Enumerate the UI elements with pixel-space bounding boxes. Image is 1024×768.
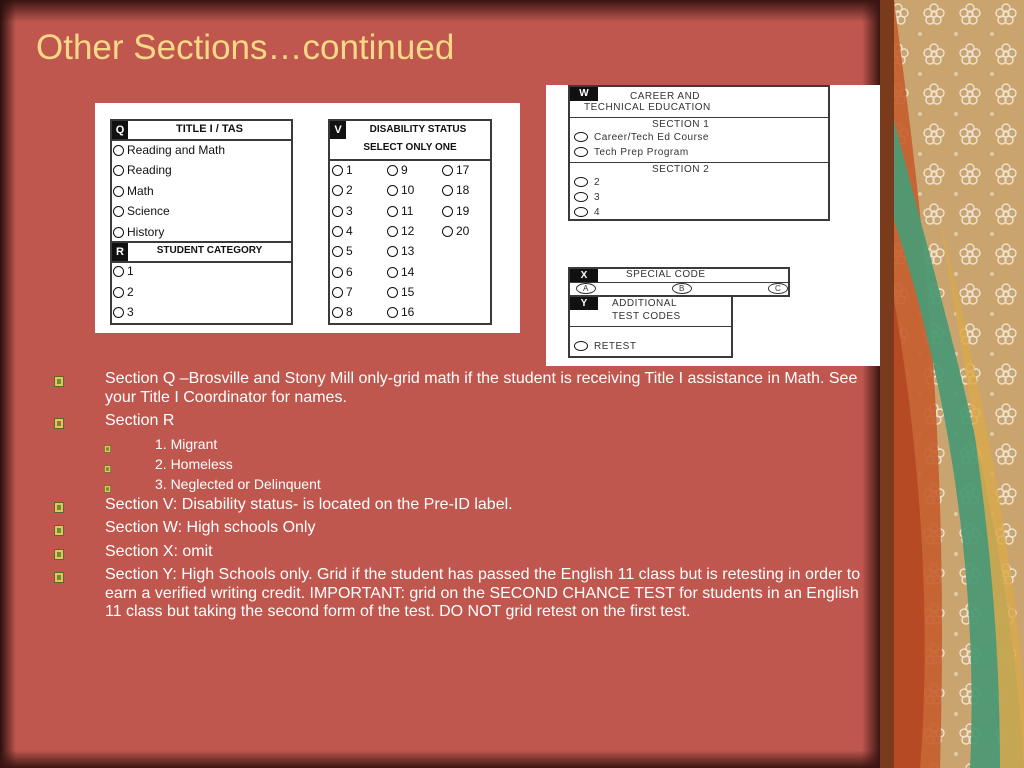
section-w-section2-option [574,192,600,203]
answer-bubble-icon [574,132,588,142]
bullet-item [52,412,874,431]
slide-shadow-bottom [0,750,880,768]
answer-bubble-icon [332,267,343,278]
answer-bubble-icon [574,192,588,202]
section-v-option [442,204,469,218]
section-v-option [332,265,353,279]
bullet-item [52,519,874,538]
section-v-option-label: 17 [456,163,470,177]
section-w-section2-option-label: 2 [594,177,601,188]
sub-bullet-item [52,436,874,452]
section-v-option-label: 16 [401,305,415,320]
divider [112,241,291,243]
section-w-section2-option-label: 3 [594,192,601,203]
sub-bullet-item [52,456,874,472]
divider [570,326,731,327]
section-w-letter: W [570,87,598,101]
section-y-option [574,341,636,352]
bullet-list [52,370,874,627]
section-w-section1-option-label: Career/Tech Ed Course [594,132,709,143]
section-v-option-label: 14 [401,264,415,279]
section-x-box [568,267,790,297]
answer-bubble-icon [442,206,453,217]
answer-bubble-icon [113,145,124,156]
section-v-option-label: 4 [346,223,353,238]
answer-bubble-icon [332,287,343,298]
divider [570,117,828,118]
section-q-option-label: Reading and Math [127,143,226,157]
section-v-option [442,224,469,238]
decorative-square-bullet-icon [104,480,111,488]
bullet-text: Section Q –Brosville and Stony Mill only-grid math if the student is receiving Title I assistance in Math. See your Title I Coordinator for names. [105,370,858,406]
divider [112,261,291,263]
section-v-option [442,163,469,177]
section-r-letter: R [112,243,128,261]
bullet-text: Section V: Disability status- is located on the Pre-ID label. [105,495,513,513]
answer-bubble-icon [574,147,588,157]
decorative-square-bullet-icon [54,500,64,511]
section-v-header-line2: SELECT ONLY ONE [363,142,457,153]
section-w-section2-label: SECTION 2 [652,164,710,175]
section-w-section2-option [574,207,600,218]
answer-bubble-icon [387,246,398,257]
section-w-section1-option [574,147,689,158]
slide-title: Other Sections…continued [36,28,455,67]
divider [112,139,291,141]
section-x-letter: X [570,269,598,282]
section-v-option [332,204,353,218]
section-x-option: B [672,283,692,294]
section-v-option-label: 8 [346,305,353,320]
section-v-option-label: 6 [346,264,353,279]
decorative-square-bullet-icon [54,523,64,534]
section-q-option [113,204,170,218]
bullet-text: Section X: omit [105,542,213,560]
bullet-item [52,566,874,622]
section-x-header: SPECIAL CODE [626,269,706,280]
section-v-letter: V [330,121,346,139]
section-v-option-label: 9 [401,163,408,177]
bullet-text: 3. Neglected or Delinquent [155,475,321,492]
section-v-option [387,224,414,238]
section-w-section1-label: SECTION 1 [652,119,710,130]
section-v-option [387,204,413,218]
section-v-option-label: 19 [456,203,470,218]
section-v-option [387,305,414,319]
answer-bubble-icon [387,165,398,176]
section-v-option [332,244,353,258]
answer-bubble-icon [442,185,453,196]
section-v-option [387,265,414,279]
bullet-text: Section W: High schools Only [105,519,316,536]
section-r-option [113,305,134,319]
answer-bubble-icon [332,185,343,196]
bullet-item [52,370,874,407]
section-q-r-box [110,119,293,325]
section-v-option-label: 13 [401,244,415,259]
decorative-square-bullet-icon [54,374,64,385]
section-w-section2-option-label: 4 [594,207,601,218]
section-w-section1-option-label: Tech Prep Program [594,147,689,158]
answer-bubble-icon [442,165,453,176]
divider [570,162,828,163]
decorative-square-bullet-icon [54,547,64,558]
section-v-option-label: 15 [401,284,415,299]
decorative-square-bullet-icon [104,440,111,448]
answer-bubble-icon [113,287,124,298]
bullet-text: 1. Migrant [155,435,218,452]
section-r-header: STUDENT CATEGORY [156,245,263,256]
section-y-header-line2: TEST CODES [612,311,681,322]
answer-sheet-image-q-r-v [95,103,520,333]
section-r-option-label: 2 [127,284,134,299]
answer-bubble-icon [442,226,453,237]
answer-bubble-icon [332,307,343,318]
section-v-header-line1: DISABILITY STATUS [369,124,467,135]
section-q-option-label: History [127,224,165,239]
slide-shadow-top [0,0,880,22]
divider [330,159,490,161]
bullet-text: 2. Homeless [155,455,233,472]
slide-shadow-left [0,0,16,768]
section-q-option [113,163,172,177]
answer-bubble-icon [387,226,398,237]
section-q-header: TITLE I / TAS [175,123,243,135]
section-r-option [113,285,134,299]
section-q-letter: Q [112,121,128,139]
section-v-option [332,224,353,238]
section-w-section2-option [574,177,600,188]
section-v-option [332,163,353,177]
answer-bubble-icon [387,206,398,217]
section-r-option-label: 1 [127,264,134,278]
section-q-option-label: Reading [127,163,172,178]
answer-bubble-icon [387,185,398,196]
section-y-option-label: RETEST [594,341,637,352]
section-v-option [387,163,408,177]
section-v-option [387,183,414,197]
section-v-option-label: 10 [401,183,415,198]
bullet-text: Section R [105,412,175,429]
section-v-option-label: 3 [346,203,353,218]
section-y-box [568,295,733,358]
section-r-option-label: 3 [127,305,134,320]
bullet-item [52,543,874,562]
section-v-option-label: 18 [456,183,470,198]
section-y-header-line1: ADDITIONAL [612,298,678,309]
bullet-item [52,496,874,515]
section-v-option [332,183,353,197]
answer-bubble-icon [574,207,588,217]
section-v-option [332,305,353,319]
section-v-box [328,119,492,325]
section-v-option-label: 1 [346,163,353,177]
section-v-option [442,183,469,197]
decorative-square-bullet-icon [104,460,111,468]
answer-bubble-icon [113,266,124,277]
section-v-option [387,285,414,299]
section-x-option: A [576,283,596,294]
section-q-option [113,184,154,198]
section-q-option [113,143,225,157]
section-v-option-label: 7 [346,284,353,299]
decorative-side-panel [880,0,1024,768]
answer-bubble-icon [113,307,124,318]
answer-bubble-icon [113,206,124,217]
section-v-option-label: 5 [346,244,353,259]
section-r-option [113,264,134,278]
section-w-box [568,85,830,221]
section-v-option-label: 11 [401,203,414,218]
section-q-option-label: Science [127,204,170,219]
answer-bubble-icon [574,177,588,187]
section-v-option [387,244,414,258]
section-w-section1-option [574,132,709,143]
answer-bubble-icon [332,246,343,257]
section-q-option [113,225,164,239]
decorative-square-bullet-icon [54,570,64,581]
answer-bubble-icon [574,341,588,351]
answer-bubble-icon [332,165,343,176]
section-y-letter: Y [570,297,598,310]
bullet-text: Section Y: High Schools only. Grid if the student has passed the English 11 class but is retesting in order to earn a verified writing credit. IMPORTANT: grid on the SECOND CHANCE TEST for students in an English 11 class but taking the second form of the test. DO NOT grid retest on the first test. [105,566,861,620]
section-w-header-line1: CAREER AND [630,91,701,102]
section-v-option-label: 12 [401,223,415,238]
answer-bubble-icon [332,226,343,237]
floral-pattern-icon [880,0,1024,768]
answer-bubble-icon [113,186,124,197]
section-v-option-label: 2 [346,183,353,198]
answer-sheet-image-w-x-y [546,85,880,366]
answer-bubble-icon [387,267,398,278]
section-v-option [332,285,353,299]
decorative-square-bullet-icon [54,416,64,427]
answer-bubble-icon [113,227,124,238]
answer-bubble-icon [113,165,124,176]
section-v-option-label: 20 [456,223,470,238]
answer-bubble-icon [387,287,398,298]
answer-bubble-icon [332,206,343,217]
sub-bullet-item [52,476,874,492]
answer-bubble-icon [387,307,398,318]
section-w-header-line2: TECHNICAL EDUCATION [584,102,711,113]
section-q-option-label: Math [127,183,154,198]
section-x-option: C [768,283,788,294]
